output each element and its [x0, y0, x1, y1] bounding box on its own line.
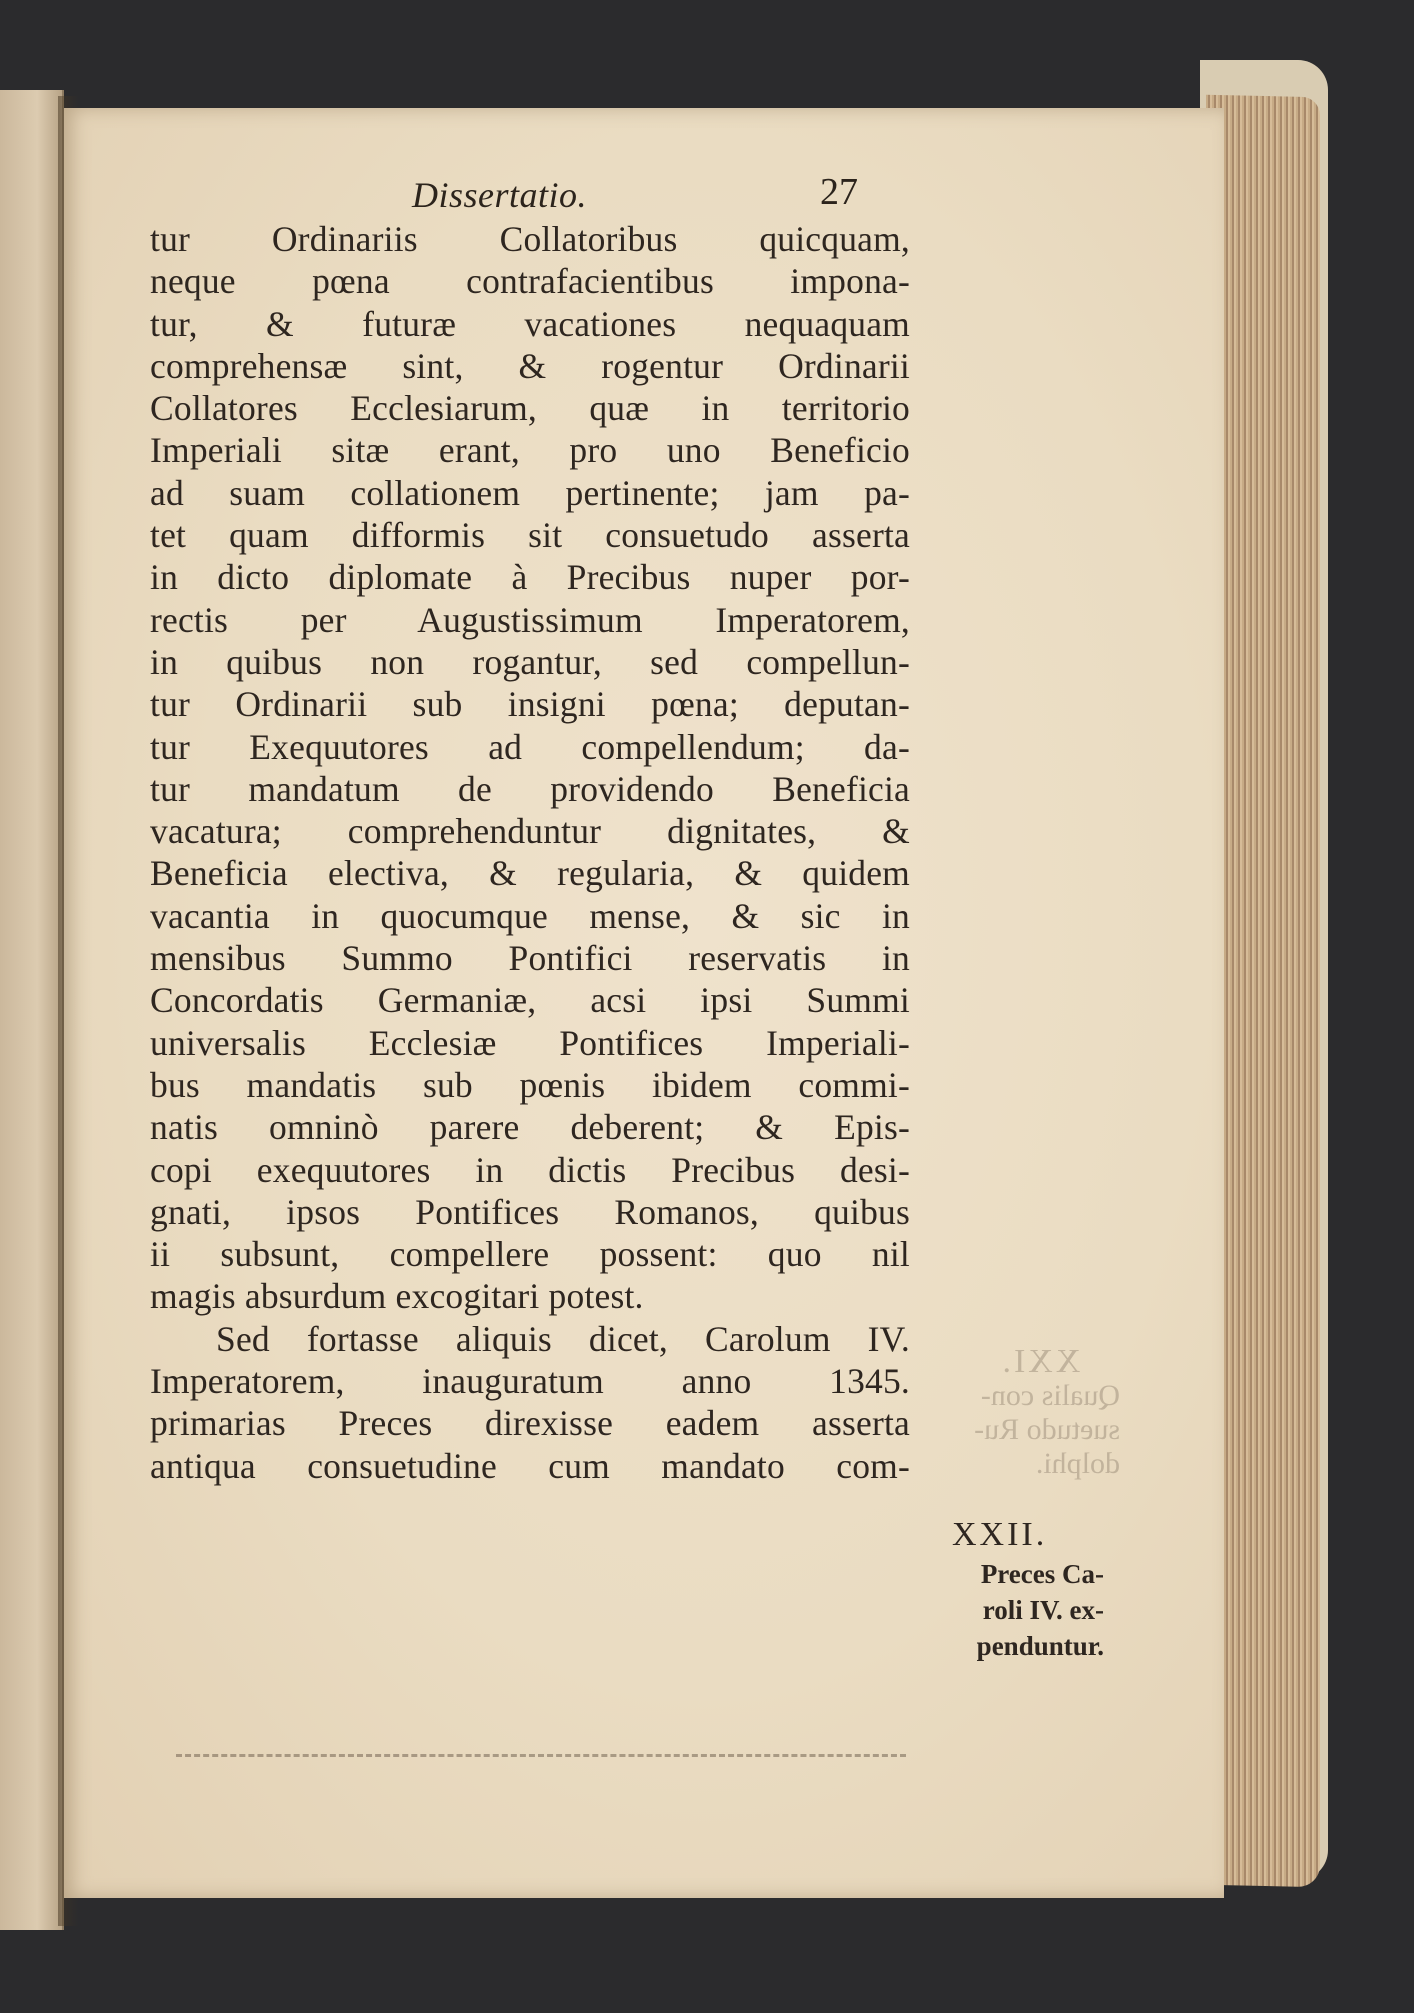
text-line: primarias Preces direxisse eadem asserta [150, 1403, 910, 1444]
text-line: rectis per Augustissimum Imperatorem, [150, 599, 910, 640]
text-line: copi exequutores in dictis Precibus desi- [150, 1149, 910, 1190]
text-line: universalis Ecclesiæ Pontifices Imperiali- [150, 1022, 910, 1063]
text-line: tet quam difformis sit consuetudo asserta [150, 515, 910, 556]
text-line: ad suam collationem pertinente; jam pa- [150, 472, 910, 513]
text-line: magis absurdum excogitari potest. [150, 1276, 644, 1317]
text-line: tur, & futuræ vacationes nequaquam [150, 303, 910, 344]
text-line: tur mandatum de providendo Beneficia [150, 768, 910, 809]
text-line: in quibus non rogantur, sed compellun- [150, 641, 910, 682]
page-number: 27 [820, 171, 858, 213]
bleed-through-marginal [960, 1345, 1120, 1481]
running-header [412, 171, 912, 218]
marginal-line: penduntur. [976, 1631, 1104, 1661]
text-line: antiqua consuetudine cum mandato com- [150, 1445, 910, 1486]
bleed-through-line: dolphi. [1035, 1447, 1120, 1480]
text-line: Collatores Ecclesiarum, quæ in territorio [150, 388, 910, 429]
text-line: vacantia in quocumque mense, & sic in [150, 895, 910, 936]
text-line: Beneficia electiva, & regularia, & quidem [150, 853, 910, 894]
bleed-through-number: XXI. [999, 1343, 1081, 1380]
text-line: ii subsunt, compellere possent: quo nil [150, 1234, 910, 1275]
text-line: comprehensæ sint, & rogentur Ordinarii [150, 345, 910, 386]
text-line: natis omninò parere deberent; & Epis- [150, 1107, 910, 1148]
text-line: Sed fortasse aliquis dicet, Carolum IV. [216, 1318, 910, 1359]
text-line: mensibus Summo Pontifici reservatis in [150, 938, 910, 979]
marginal-note [922, 1516, 1112, 1664]
body-text [150, 218, 910, 1487]
text-line: gnati, ipsos Pontifices Romanos, quibus [150, 1191, 910, 1232]
left-page-edge [0, 90, 64, 1930]
marginal-line: Preces Ca- [980, 1559, 1104, 1589]
bleed-through-rule [176, 1754, 906, 1757]
bleed-through-line: Qualis con- [980, 1379, 1120, 1412]
text-line: neque pœna contrafacientibus impona- [150, 261, 910, 302]
text-line: vacatura; comprehenduntur dignitates, & [150, 811, 910, 852]
bleed-through-line: suetudo Ru- [974, 1413, 1120, 1446]
text-line: in dicto diplomate à Precibus nuper por- [150, 557, 910, 598]
text-line: Concordatis Germaniæ, acsi ipsi Summi [150, 980, 910, 1021]
text-line: tur Exequutores ad compellendum; da- [150, 726, 910, 767]
text-line: tur Ordinarii sub insigni pœna; deputan- [150, 684, 910, 725]
text-line: Imperatorem, inauguratum anno 1345. [150, 1361, 910, 1402]
section-number: XXII. [952, 1516, 1048, 1553]
text-line: tur Ordinariis Collatoribus quicquam, [150, 219, 910, 259]
text-line: bus mandatis sub pœnis ibidem commi- [150, 1064, 910, 1105]
text-line: Imperiali sitæ erant, pro uno Beneficio [150, 430, 910, 471]
page-title: Dissertatio. [412, 175, 588, 215]
marginal-line: roli IV. ex- [982, 1595, 1104, 1625]
